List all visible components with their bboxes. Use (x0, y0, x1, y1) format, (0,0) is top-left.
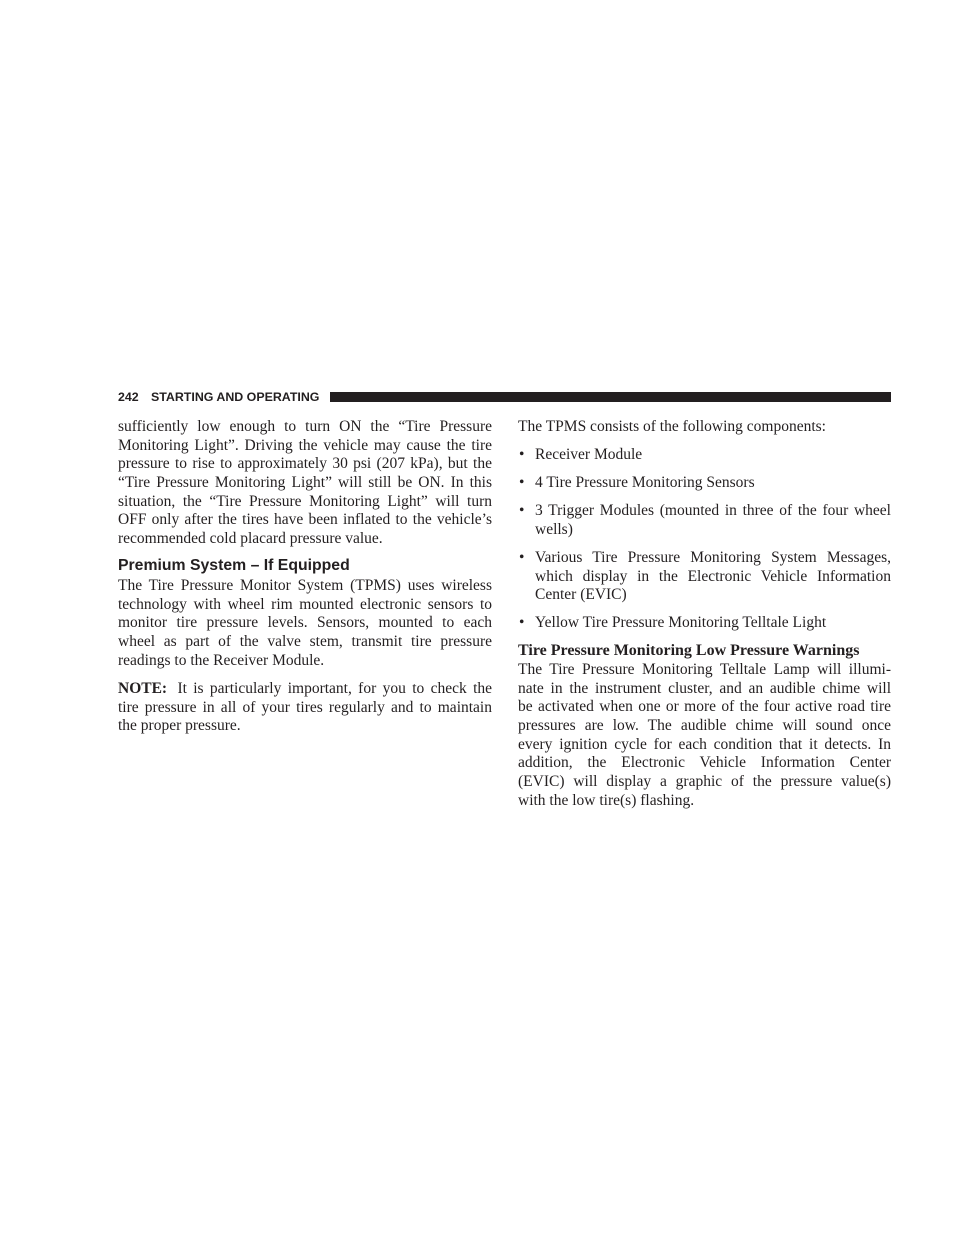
text-line: The Tire Pressure Monitor System (TPMS) uses wireless (118, 577, 492, 594)
text-line: Receiver Module (535, 446, 643, 463)
text-line: readings to the Receiver Module. (118, 651, 325, 669)
note-line (118, 680, 492, 699)
text-line: wells) (535, 520, 573, 538)
text-line: Various Tire Pressure Monitoring System Messages, (535, 549, 891, 566)
text-line: recommended cold placard pressure value. (118, 530, 383, 548)
text-line: pressures are low. The audible chime will sound once (518, 717, 891, 735)
text-line: monitor tire pressure levels. Sensors, mounted to each (118, 614, 492, 632)
text-line: technology with wheel rim mounted electronic sensors to (118, 595, 492, 613)
text-line: Yellow Tire Pressure Monitoring Telltale Light (535, 614, 827, 631)
bullet-icon: • (519, 549, 525, 566)
paragraph-low-pressure-warnings (518, 661, 891, 810)
text-line: be activated when one or more of the four active road tire (518, 698, 891, 716)
text-line: addition, the Electronic Vehicle Information Center (518, 754, 891, 772)
paragraph-tpms-description (118, 577, 492, 670)
bullet-icon: • (519, 446, 525, 463)
text-line: wheel as part of the valve stem, transmit tire pressure (118, 633, 492, 651)
text-line: The Tire Pressure Monitoring Telltale Lamp will illumi- (518, 661, 891, 678)
bullet-icon: • (519, 614, 525, 631)
list-item (518, 474, 891, 493)
text-line: nate in the instrument cluster, and an audible chime will (518, 679, 891, 697)
text-line: which display in the Electronic Vehicle Information (535, 567, 891, 585)
note-text: It is particularly important, for you to check the (177, 680, 493, 697)
text-line: (EVIC) will display a graphic of the pressure value(s) (518, 773, 891, 791)
text-line: 3 Trigger Modules (mounted in three of the four wheel (535, 502, 891, 519)
text-line: Center (EVIC) (535, 586, 627, 604)
bullet-icon: • (519, 474, 525, 491)
list-item (518, 502, 891, 539)
page-number: 242 (118, 390, 139, 404)
list-item (518, 446, 891, 465)
text-line: 4 Tire Pressure Monitoring Sensors (535, 474, 755, 491)
text-line: OFF only after the tires have been inflated to the vehicle’s (118, 511, 492, 529)
text-line: pressure to rise to approximately 30 psi (207 kPa), but the (118, 455, 492, 473)
list-item (518, 549, 891, 605)
text-line: situation, the “Tire Pressure Monitoring Light” will turn (118, 492, 492, 510)
text-line: Monitoring Light”. Driving the vehicle may cause the tire (118, 436, 492, 454)
section-title: STARTING AND OPERATING (151, 390, 320, 404)
components-intro: The TPMS consists of the following components: (518, 418, 826, 435)
note-line: tire pressure in all of your tires regularly and to maintain (118, 698, 492, 716)
list-item (518, 614, 891, 633)
note-block (118, 680, 492, 736)
heading-low-pressure-warnings: Tire Pressure Monitoring Low Pressure Warnings (518, 642, 860, 659)
text-line: sufficiently low enough to turn ON the “Tire Pressure (118, 418, 492, 435)
text-line: with the low tire(s) flashing. (518, 791, 695, 809)
text-line: every ignition cycle for each condition that it detects. In (518, 735, 891, 753)
header-rule (330, 392, 891, 402)
text-line: “Tire Pressure Monitoring Light” will still be ON. In this (118, 474, 492, 492)
paragraph-warning-light (118, 418, 492, 549)
note-line: the proper pressure. (118, 717, 241, 735)
note-label: NOTE: (118, 680, 168, 697)
heading-premium-system: Premium System – If Equipped (118, 557, 350, 574)
bullet-icon: • (519, 502, 525, 519)
